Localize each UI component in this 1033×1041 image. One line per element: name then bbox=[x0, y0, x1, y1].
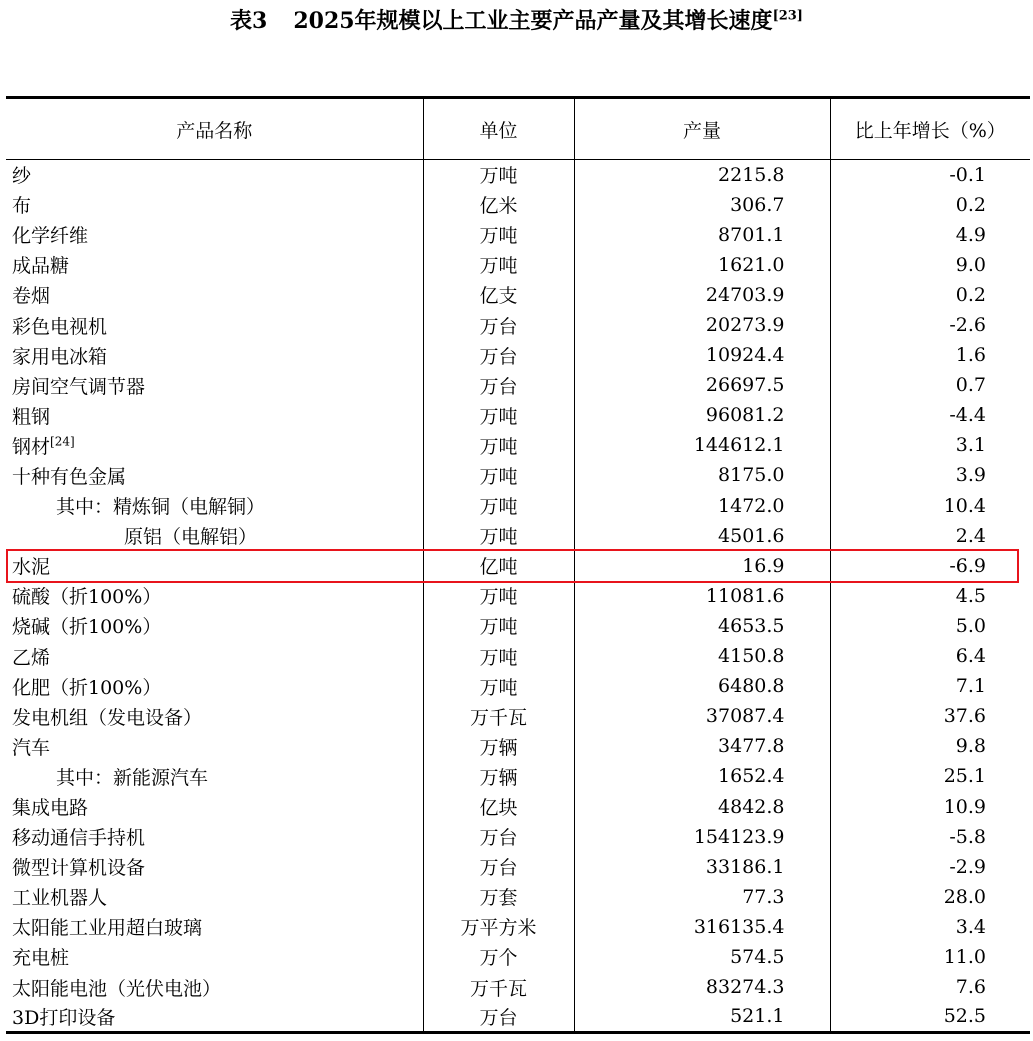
growth-cell bbox=[830, 701, 1030, 731]
growth-cell-text: 4.5 bbox=[955, 584, 986, 607]
growth-cell-text: 9.8 bbox=[955, 735, 986, 758]
unit-cell-text: 万吨 bbox=[479, 255, 518, 278]
product-name-cell bbox=[6, 731, 423, 761]
growth-cell bbox=[830, 190, 1030, 220]
growth-cell bbox=[830, 491, 1030, 521]
unit-cell bbox=[423, 521, 574, 551]
table-row bbox=[6, 250, 1030, 280]
unit-cell bbox=[423, 852, 574, 882]
growth-cell-text: 6.4 bbox=[955, 645, 986, 668]
output-cell bbox=[574, 611, 830, 641]
output-cell-text: 96081.2 bbox=[705, 404, 785, 427]
table-row bbox=[6, 731, 1030, 761]
output-cell bbox=[574, 491, 830, 521]
growth-cell bbox=[830, 521, 1030, 551]
table-row bbox=[6, 611, 1030, 641]
table-body bbox=[6, 160, 1030, 1033]
table-row bbox=[6, 521, 1030, 551]
table-row bbox=[6, 761, 1030, 791]
unit-cell-text: 万吨 bbox=[479, 225, 518, 248]
product-name-cell bbox=[6, 852, 423, 882]
output-cell bbox=[574, 671, 830, 701]
growth-cell bbox=[830, 400, 1030, 430]
product-name-cell bbox=[6, 160, 423, 190]
unit-cell-text: 万台 bbox=[479, 1006, 518, 1029]
output-cell bbox=[574, 882, 830, 912]
product-name-cell bbox=[6, 882, 423, 912]
unit-cell-text: 亿吨 bbox=[479, 556, 518, 579]
growth-cell-text: 10.4 bbox=[943, 494, 986, 517]
unit-cell-text: 万台 bbox=[479, 315, 518, 338]
growth-cell bbox=[830, 160, 1030, 190]
output-cell-text: 6480.8 bbox=[718, 675, 785, 698]
output-cell bbox=[574, 400, 830, 430]
header-output: 产量 bbox=[574, 98, 830, 160]
growth-cell bbox=[830, 280, 1030, 310]
output-cell-text: 26697.5 bbox=[705, 374, 785, 397]
output-cell bbox=[574, 791, 830, 821]
output-cell bbox=[574, 220, 830, 250]
product-name-cell-text: 烧碱（折100%） bbox=[12, 616, 162, 639]
table-row bbox=[6, 882, 1030, 912]
output-cell-text: 37087.4 bbox=[705, 705, 785, 728]
unit-cell bbox=[423, 611, 574, 641]
unit-cell bbox=[423, 551, 574, 581]
output-cell-text: 11081.6 bbox=[705, 584, 785, 607]
growth-cell-text: 7.1 bbox=[955, 675, 986, 698]
product-name-cell bbox=[6, 701, 423, 731]
growth-cell bbox=[830, 852, 1030, 882]
unit-cell-text: 万吨 bbox=[479, 586, 518, 609]
product-name-cell-text: 化学纤维 bbox=[12, 225, 89, 248]
output-cell bbox=[574, 581, 830, 611]
unit-cell bbox=[423, 340, 574, 370]
product-name-cell-text: 移动通信手持机 bbox=[12, 827, 146, 850]
growth-cell-text: -0.1 bbox=[949, 163, 986, 186]
product-name-cell-text: 乙烯 bbox=[12, 646, 51, 669]
product-name-cell-text: 集成电路 bbox=[12, 797, 89, 820]
growth-cell-text: 9.0 bbox=[955, 253, 986, 276]
output-cell-text: 144612.1 bbox=[693, 434, 785, 457]
output-cell-text: 20273.9 bbox=[705, 314, 785, 337]
unit-cell bbox=[423, 761, 574, 791]
product-name-cell-text: 彩色电视机 bbox=[12, 315, 108, 338]
table-title bbox=[0, 4, 1033, 35]
product-name-cell-text: 卷烟 bbox=[12, 285, 51, 308]
unit-cell-text: 万吨 bbox=[479, 676, 518, 699]
unit-cell bbox=[423, 641, 574, 671]
product-name-cell-text: 房间空气调节器 bbox=[12, 375, 146, 398]
unit-cell bbox=[423, 400, 574, 430]
output-cell-text: 4501.6 bbox=[718, 524, 785, 547]
growth-cell-text: -6.9 bbox=[949, 554, 986, 577]
table-row bbox=[6, 430, 1030, 460]
growth-cell bbox=[830, 581, 1030, 611]
product-name-cell-text: 钢材 bbox=[12, 435, 51, 458]
header-unit: 单位 bbox=[423, 98, 574, 160]
output-cell-text: 306.7 bbox=[730, 193, 785, 216]
product-name-cell bbox=[6, 220, 423, 250]
output-cell bbox=[574, 310, 830, 340]
product-name-cell-text: 十种有色金属 bbox=[12, 465, 127, 488]
production-table bbox=[6, 96, 1030, 1034]
output-cell bbox=[574, 731, 830, 761]
product-name-cell bbox=[6, 400, 423, 430]
unit-cell bbox=[423, 1002, 574, 1032]
unit-cell bbox=[423, 701, 574, 731]
product-name-cell bbox=[6, 340, 423, 370]
unit-cell-text: 万吨 bbox=[479, 465, 518, 488]
product-name-cell bbox=[6, 581, 423, 611]
unit-cell bbox=[423, 280, 574, 310]
growth-cell-text: 37.6 bbox=[943, 705, 986, 728]
table-row bbox=[6, 701, 1030, 731]
product-name-cell bbox=[6, 551, 423, 581]
unit-cell bbox=[423, 942, 574, 972]
unit-cell-text: 万辆 bbox=[479, 766, 518, 789]
output-cell-text: 1652.4 bbox=[718, 765, 785, 788]
unit-cell bbox=[423, 160, 574, 190]
growth-cell-text: 0.2 bbox=[955, 283, 986, 306]
unit-cell-text: 万吨 bbox=[479, 646, 518, 669]
product-name-cell bbox=[6, 491, 423, 521]
product-name-cell bbox=[6, 521, 423, 551]
output-cell-text: 1472.0 bbox=[718, 494, 785, 517]
growth-cell bbox=[830, 370, 1030, 400]
output-cell-text: 316135.4 bbox=[693, 915, 785, 938]
product-name-cell bbox=[6, 671, 423, 701]
growth-cell-text: 4.9 bbox=[955, 223, 986, 246]
unit-cell-text: 亿块 bbox=[479, 797, 518, 820]
growth-cell-text: 28.0 bbox=[943, 885, 986, 908]
product-name-cell-text: 家用电冰箱 bbox=[12, 345, 108, 368]
unit-cell-text: 万套 bbox=[479, 887, 518, 910]
output-cell-text: 1621.0 bbox=[718, 253, 785, 276]
output-cell-text: 4842.8 bbox=[718, 795, 785, 818]
output-cell bbox=[574, 551, 830, 581]
table-row bbox=[6, 641, 1030, 671]
product-name-cell-text: 硫酸（折100%） bbox=[12, 586, 162, 609]
table-row bbox=[6, 791, 1030, 821]
product-name-cell bbox=[6, 310, 423, 340]
growth-cell bbox=[830, 791, 1030, 821]
output-cell bbox=[574, 912, 830, 942]
table-row bbox=[6, 822, 1030, 852]
output-cell bbox=[574, 250, 830, 280]
product-name-cell-text: 汽车 bbox=[12, 736, 51, 759]
table-title-text: 2025年规模以上工业主要产品产量及其增长速度 bbox=[293, 8, 773, 34]
growth-cell-text: -4.4 bbox=[949, 404, 986, 427]
output-cell bbox=[574, 370, 830, 400]
unit-cell-text: 万台 bbox=[479, 375, 518, 398]
unit-cell bbox=[423, 430, 574, 460]
unit-cell bbox=[423, 460, 574, 490]
unit-cell-text: 万台 bbox=[479, 345, 518, 368]
output-cell bbox=[574, 190, 830, 220]
unit-cell-text: 万吨 bbox=[479, 435, 518, 458]
unit-cell bbox=[423, 581, 574, 611]
growth-cell-text: 11.0 bbox=[943, 945, 986, 968]
unit-cell bbox=[423, 190, 574, 220]
product-name-cell-text: 微型计算机设备 bbox=[12, 857, 146, 880]
growth-cell-text: 0.2 bbox=[955, 193, 986, 216]
unit-cell-text: 亿米 bbox=[479, 195, 518, 218]
unit-cell bbox=[423, 791, 574, 821]
unit-cell bbox=[423, 882, 574, 912]
output-cell bbox=[574, 521, 830, 551]
unit-cell-text: 万千瓦 bbox=[469, 977, 527, 1000]
output-cell bbox=[574, 852, 830, 882]
unit-cell-text: 万千瓦 bbox=[469, 706, 527, 729]
output-cell-text: 8175.0 bbox=[718, 464, 785, 487]
header-product-name: 产品名称 bbox=[6, 98, 423, 160]
product-name-cell-text: 成品糖 bbox=[12, 255, 70, 278]
output-cell-text: 574.5 bbox=[730, 945, 785, 968]
table-row bbox=[6, 1002, 1030, 1032]
product-name-cell bbox=[6, 791, 423, 821]
table-number: 表3 bbox=[230, 8, 268, 34]
unit-cell-text: 万台 bbox=[479, 827, 518, 850]
table-row bbox=[6, 491, 1030, 521]
output-cell-text: 16.9 bbox=[742, 554, 785, 577]
output-cell-text: 33186.1 bbox=[705, 855, 785, 878]
table-row bbox=[6, 460, 1030, 490]
table-row bbox=[6, 942, 1030, 972]
growth-cell bbox=[830, 611, 1030, 641]
product-name-cell-text: 充电桩 bbox=[12, 947, 70, 970]
unit-cell-text: 万台 bbox=[479, 857, 518, 880]
product-name-cell-text: 发电机组（发电设备） bbox=[12, 706, 203, 729]
product-name-cell bbox=[6, 370, 423, 400]
unit-cell-text: 万吨 bbox=[479, 496, 518, 519]
footnote-ref: [24] bbox=[50, 434, 75, 449]
unit-cell bbox=[423, 491, 574, 521]
product-name-cell bbox=[6, 972, 423, 1002]
growth-cell bbox=[830, 912, 1030, 942]
output-cell-text: 2215.8 bbox=[718, 163, 785, 186]
product-name-cell bbox=[6, 611, 423, 641]
growth-cell bbox=[830, 882, 1030, 912]
table-row bbox=[6, 972, 1030, 1002]
unit-cell-text: 万吨 bbox=[479, 405, 518, 428]
product-name-cell-text: 水泥 bbox=[12, 556, 51, 579]
product-name-cell-text: 工业机器人 bbox=[12, 887, 108, 910]
growth-cell-text: 5.0 bbox=[955, 614, 986, 637]
growth-cell bbox=[830, 1002, 1030, 1032]
growth-cell-text: 52.5 bbox=[943, 1005, 986, 1028]
output-cell-text: 24703.9 bbox=[705, 283, 785, 306]
unit-cell-text: 万吨 bbox=[479, 526, 518, 549]
growth-cell-text: 3.4 bbox=[955, 915, 986, 938]
growth-cell-text: 2.4 bbox=[955, 524, 986, 547]
growth-cell bbox=[830, 250, 1030, 280]
table-row bbox=[6, 310, 1030, 340]
product-name-cell bbox=[6, 761, 423, 791]
growth-cell bbox=[830, 972, 1030, 1002]
output-cell bbox=[574, 340, 830, 370]
unit-cell-text: 万个 bbox=[479, 947, 518, 970]
table-row bbox=[6, 370, 1030, 400]
output-cell-text: 521.1 bbox=[730, 1005, 785, 1028]
product-name-cell-text: 其中：精炼铜（电解铜） bbox=[56, 496, 266, 519]
footnote-ref: [23] bbox=[772, 8, 803, 24]
output-cell-text: 10924.4 bbox=[705, 344, 785, 367]
output-cell bbox=[574, 942, 830, 972]
table-row bbox=[6, 671, 1030, 701]
growth-cell-text: -2.9 bbox=[949, 855, 986, 878]
table-row bbox=[6, 551, 1030, 581]
growth-cell bbox=[830, 822, 1030, 852]
growth-cell-text: 10.9 bbox=[943, 795, 986, 818]
output-cell-text: 3477.8 bbox=[718, 735, 785, 758]
product-name-cell-text: 太阳能工业用超白玻璃 bbox=[12, 917, 203, 940]
output-cell bbox=[574, 1002, 830, 1032]
growth-cell-text: 3.9 bbox=[955, 464, 986, 487]
growth-cell bbox=[830, 220, 1030, 250]
growth-cell bbox=[830, 551, 1030, 581]
growth-cell bbox=[830, 430, 1030, 460]
output-cell bbox=[574, 701, 830, 731]
product-name-cell-text: 布 bbox=[12, 195, 32, 218]
table-row bbox=[6, 912, 1030, 942]
unit-cell bbox=[423, 972, 574, 1002]
unit-cell-text: 万辆 bbox=[479, 736, 518, 759]
output-cell bbox=[574, 822, 830, 852]
header-growth: 比上年增长（%） bbox=[830, 98, 1030, 160]
output-cell-text: 83274.3 bbox=[705, 976, 785, 999]
growth-cell bbox=[830, 731, 1030, 761]
growth-cell-text: -2.6 bbox=[949, 314, 986, 337]
unit-cell-text: 万吨 bbox=[479, 165, 518, 188]
growth-cell bbox=[830, 340, 1030, 370]
output-cell-text: 4653.5 bbox=[718, 614, 785, 637]
output-cell bbox=[574, 972, 830, 1002]
output-cell bbox=[574, 460, 830, 490]
unit-cell-text: 万平方米 bbox=[460, 917, 537, 940]
growth-cell-text: 7.6 bbox=[955, 976, 986, 999]
table-row bbox=[6, 280, 1030, 310]
output-cell bbox=[574, 430, 830, 460]
table-row bbox=[6, 581, 1030, 611]
table-row bbox=[6, 400, 1030, 430]
product-name-cell bbox=[6, 942, 423, 972]
growth-cell bbox=[830, 942, 1030, 972]
output-cell-text: 77.3 bbox=[742, 885, 785, 908]
product-name-cell-text: 原铝（电解铝） bbox=[124, 526, 258, 549]
unit-cell bbox=[423, 370, 574, 400]
output-cell bbox=[574, 761, 830, 791]
table-row bbox=[6, 190, 1030, 220]
output-cell bbox=[574, 160, 830, 190]
unit-cell bbox=[423, 912, 574, 942]
product-name-cell bbox=[6, 1002, 423, 1032]
growth-cell bbox=[830, 761, 1030, 791]
growth-cell bbox=[830, 460, 1030, 490]
unit-cell bbox=[423, 310, 574, 340]
table-row bbox=[6, 852, 1030, 882]
unit-cell bbox=[423, 220, 574, 250]
growth-cell bbox=[830, 310, 1030, 340]
growth-cell bbox=[830, 671, 1030, 701]
table-row bbox=[6, 160, 1030, 190]
growth-cell-text: 0.7 bbox=[955, 374, 986, 397]
unit-cell bbox=[423, 250, 574, 280]
product-name-cell bbox=[6, 641, 423, 671]
product-name-cell-text: 其中：新能源汽车 bbox=[56, 766, 209, 789]
product-name-cell-text: 太阳能电池（光伏电池） bbox=[12, 977, 222, 1000]
growth-cell-text: 1.6 bbox=[955, 344, 986, 367]
product-name-cell bbox=[6, 430, 423, 460]
product-name-cell bbox=[6, 912, 423, 942]
unit-cell-text: 亿支 bbox=[479, 285, 518, 308]
product-name-cell-text: 纱 bbox=[12, 165, 32, 188]
table-row bbox=[6, 340, 1030, 370]
output-cell-text: 4150.8 bbox=[718, 645, 785, 668]
unit-cell bbox=[423, 671, 574, 701]
unit-cell-text: 万吨 bbox=[479, 616, 518, 639]
product-name-cell bbox=[6, 822, 423, 852]
product-name-cell bbox=[6, 190, 423, 220]
growth-cell-text: 25.1 bbox=[943, 765, 986, 788]
product-name-cell bbox=[6, 280, 423, 310]
unit-cell bbox=[423, 822, 574, 852]
unit-cell bbox=[423, 731, 574, 761]
product-name-cell-text: 化肥（折100%） bbox=[12, 676, 162, 699]
growth-cell-text: -5.8 bbox=[949, 825, 986, 848]
product-name-cell bbox=[6, 250, 423, 280]
output-cell bbox=[574, 641, 830, 671]
table-row bbox=[6, 220, 1030, 250]
growth-cell bbox=[830, 641, 1030, 671]
product-name-cell-text: 粗钢 bbox=[12, 405, 51, 428]
product-name-cell bbox=[6, 460, 423, 490]
output-cell-text: 8701.1 bbox=[718, 223, 785, 246]
header-row bbox=[6, 98, 1030, 160]
output-cell bbox=[574, 280, 830, 310]
product-name-cell-text: 3D打印设备 bbox=[12, 1006, 116, 1029]
growth-cell-text: 3.1 bbox=[955, 434, 986, 457]
output-cell-text: 154123.9 bbox=[693, 825, 785, 848]
